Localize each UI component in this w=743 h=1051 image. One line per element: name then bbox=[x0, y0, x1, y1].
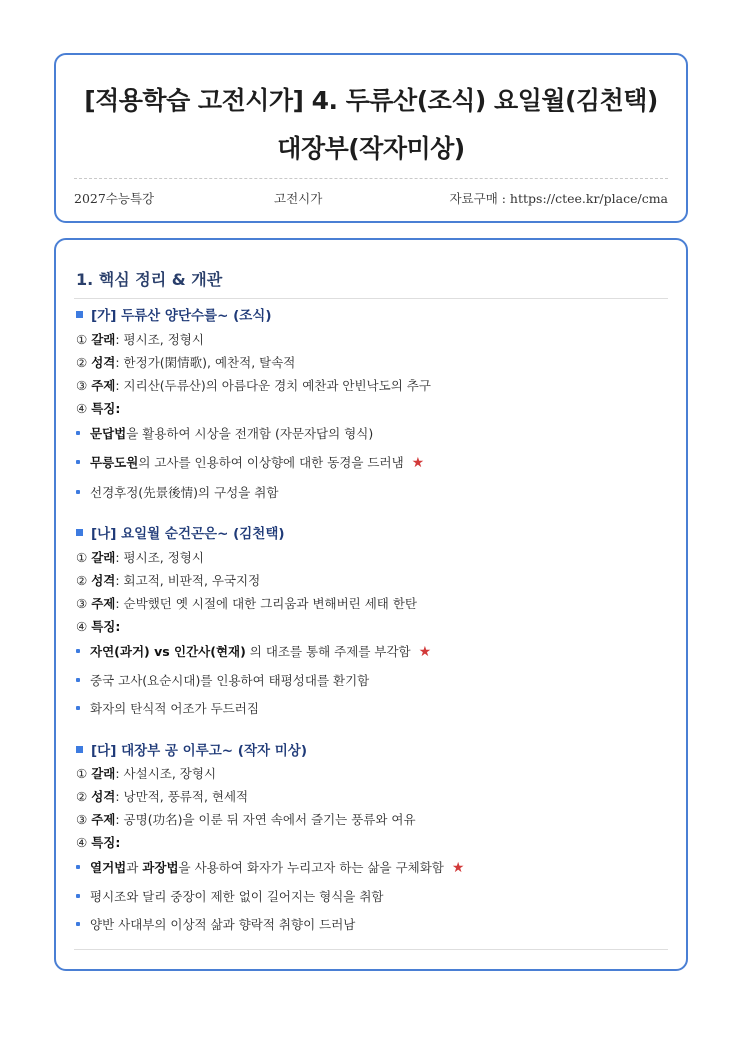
star-icon: ★ bbox=[418, 644, 432, 660]
poem-na-features: ④ 특징: bbox=[76, 619, 121, 634]
meta-purchase-link[interactable]: 자료구매 : https://ctee.kr/place/cma bbox=[449, 191, 668, 206]
bullet-icon bbox=[76, 865, 80, 869]
star-icon: ★ bbox=[451, 860, 465, 876]
poem-da-features: ④ 특징: bbox=[76, 835, 121, 850]
list-item: 중국 고사(요순시대)를 인용하여 태평성대를 환기함 bbox=[76, 671, 369, 689]
bullet-icon bbox=[76, 678, 80, 682]
meta-textbook: 2027수능특강 bbox=[74, 191, 155, 206]
poem-da-nature: ② 성격: 낭만적, 풍류적, 현세적 bbox=[76, 789, 249, 804]
list-item: 선경후정(先景後情)의 구성을 취함 bbox=[76, 483, 278, 501]
poem-da-genre: ① 갈래: 사설시조, 장형시 bbox=[76, 766, 217, 781]
bullet-icon bbox=[76, 706, 80, 710]
list-item: 양반 사대부의 이상적 삶과 향락적 취향이 드러남 bbox=[76, 915, 355, 933]
star-icon: ★ bbox=[411, 455, 425, 471]
page-title: [적용학습 고전시가] 4. 두류산(조식) 요일월(김천택) bbox=[84, 86, 658, 115]
bullet-icon bbox=[76, 649, 80, 653]
section-title: 1. 핵심 정리 & 개관 bbox=[76, 270, 223, 289]
poem-ga-features: ④ 특징: bbox=[76, 401, 121, 416]
meta-category: 고전시가 bbox=[274, 191, 323, 206]
poem-heading-ga: [가] 두류산 양단수를~ (조식) bbox=[76, 304, 272, 324]
content-card bbox=[54, 238, 688, 971]
poem-heading-na: [나] 요일월 순건곤은~ (김천택) bbox=[76, 522, 285, 542]
poem-na-theme: ③ 주제: 순박했던 옛 시절에 대한 그리움과 변해버린 세태 한탄 bbox=[76, 596, 418, 611]
list-item: 열거법과 과장법을 사용하여 화자가 누리고자 하는 삶을 구체화함 ★ bbox=[76, 858, 464, 876]
list-item: 무릉도원의 고사를 인용하여 이상향에 대한 동경을 드러냄 ★ bbox=[76, 453, 424, 471]
list-item: 평시조와 달리 중장이 제한 없이 길어지는 형식을 취함 bbox=[76, 887, 383, 905]
page-subtitle: 대장부(작자미상) bbox=[277, 134, 465, 163]
poem-ga-genre: ① 갈래: 평시조, 정형시 bbox=[76, 332, 204, 347]
square-bullet-icon bbox=[76, 311, 83, 318]
bullet-icon bbox=[76, 490, 80, 494]
poem-na-nature: ② 성격: 회고적, 비판적, 우국지정 bbox=[76, 573, 261, 588]
poem-da-theme: ③ 주제: 공명(功名)을 이룬 뒤 자연 속에서 즐기는 풍류와 여유 bbox=[76, 812, 416, 827]
list-item: 자연(과거) vs 인간사(현재) 의 대조를 통해 주제를 부각함 ★ bbox=[76, 642, 431, 660]
poem-ga-theme: ③ 주제: 지리산(두류산)의 아름다운 경치 예찬과 안빈낙도의 추구 bbox=[76, 378, 431, 393]
header-card bbox=[54, 53, 688, 223]
header-divider bbox=[74, 178, 668, 179]
bullet-icon bbox=[76, 431, 80, 435]
poem-ga-nature: ② 성격: 한정가(閑情歌), 예찬적, 탈속적 bbox=[76, 355, 296, 370]
section-divider bbox=[74, 298, 668, 299]
square-bullet-icon bbox=[76, 529, 83, 536]
bullet-icon bbox=[76, 922, 80, 926]
bullet-icon bbox=[76, 894, 80, 898]
list-item: 화자의 탄식적 어조가 두드러짐 bbox=[76, 699, 259, 717]
bullet-icon bbox=[76, 460, 80, 464]
list-item: 문답법을 활용하여 시상을 전개함 (자문자답의 형식) bbox=[76, 424, 373, 442]
poem-na-genre: ① 갈래: 평시조, 정형시 bbox=[76, 550, 204, 565]
square-bullet-icon bbox=[76, 746, 83, 753]
section-divider-bottom bbox=[74, 949, 668, 950]
poem-heading-da: [다] 대장부 공 이루고~ (작자 미상) bbox=[76, 739, 307, 759]
